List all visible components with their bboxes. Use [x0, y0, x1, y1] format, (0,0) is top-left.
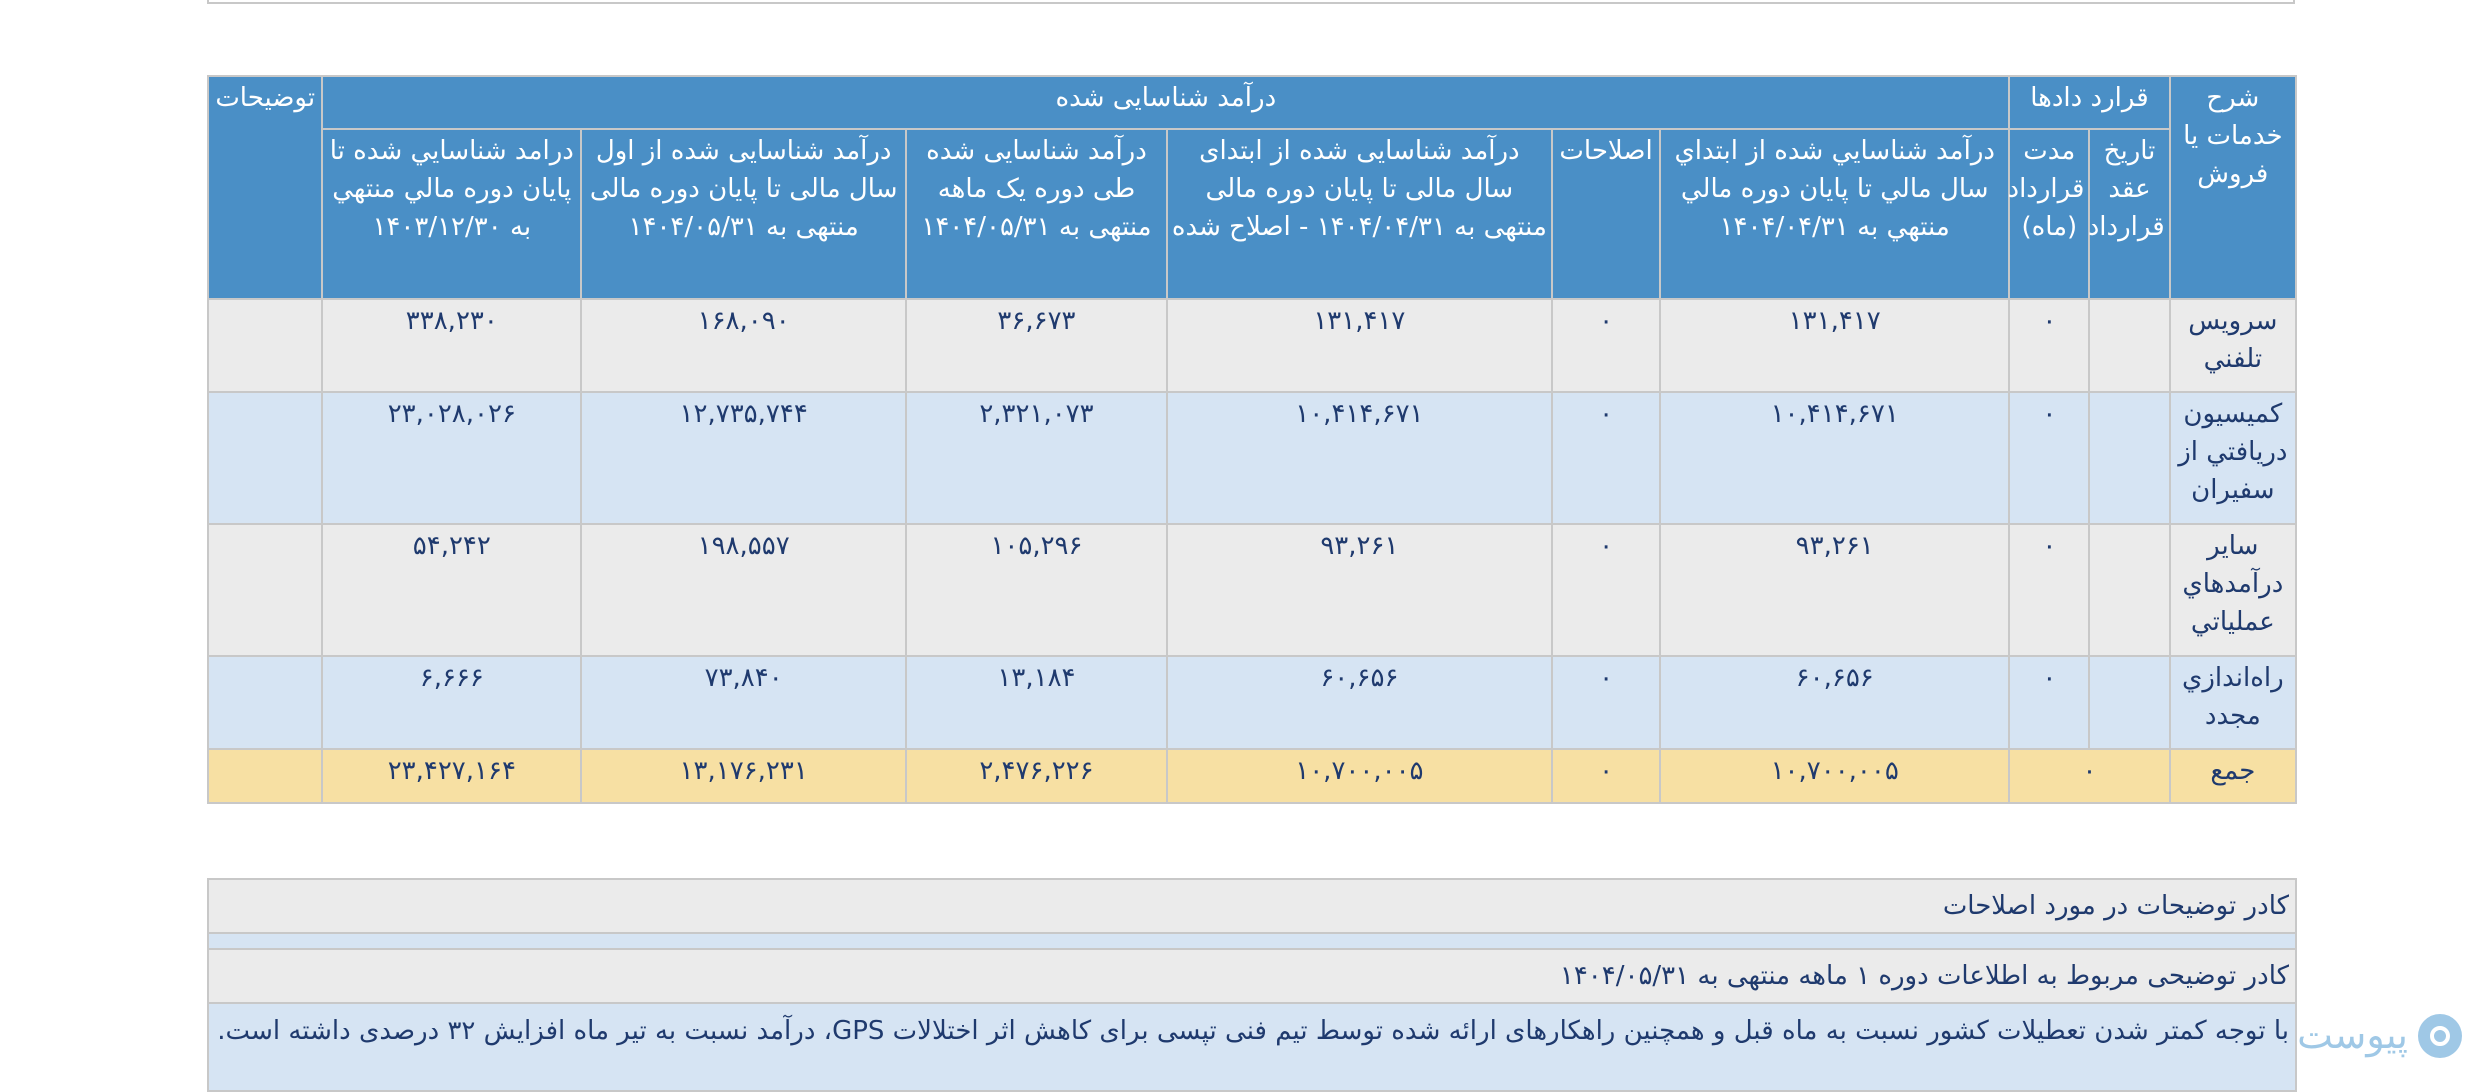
total-rev-1403: ۲۳,۴۲۷,۱۶۴	[322, 749, 581, 803]
row-rev-1403: ۵۴,۲۴۲	[322, 524, 581, 656]
row-contract-date	[2089, 299, 2169, 392]
row-rev-0431-adj: ۱۰,۴۱۴,۶۷۱	[1167, 392, 1552, 524]
row-rev-0431-adj: ۶۰,۶۵۶	[1167, 656, 1552, 749]
watermark-text: پیوست	[2297, 1013, 2408, 1057]
total-rev-0431-adj: ۱۰,۷۰۰,۰۰۵	[1167, 749, 1552, 803]
header-row-group	[208, 76, 2296, 129]
row-duration: ۰	[2009, 299, 2089, 392]
total-contract: ۰	[2009, 749, 2169, 803]
total-label: جمع	[2170, 749, 2296, 803]
row-desc: راه‌اندازي مجدد	[2170, 656, 2296, 749]
logo-circle-icon	[2418, 1014, 2462, 1058]
header-rev-one-month: درآمد شناسایی شده طی دوره یک ماهه منتهی به ۱۴۰۴/۰۵/۳۱	[906, 129, 1167, 299]
row-adjust: ۰	[1552, 524, 1660, 656]
row-one-month: ۲,۳۲۱,۰۷۳	[906, 392, 1167, 524]
header-contract-group: قرارد دادها	[2009, 76, 2169, 129]
row-rev-0431: ۹۳,۲۶۱	[1660, 524, 2009, 656]
row-notes	[208, 524, 322, 656]
row-one-month: ۱۳,۱۸۴	[906, 656, 1167, 749]
row-contract-date	[2089, 656, 2169, 749]
row-one-month: ۱۰۵,۲۹۶	[906, 524, 1167, 656]
total-row	[208, 749, 2296, 803]
row-rev-0531: ۱۲,۷۳۵,۷۴۴	[581, 392, 906, 524]
row-contract-date	[2089, 392, 2169, 524]
row-rev-0431: ۶۰,۶۵۶	[1660, 656, 2009, 749]
header-rev-to-0431: درآمد شناسايي شده از ابتداي سال مالي تا پايان دوره مالي منتهي به ۱۴۰۴/۰۴/۳۱	[1660, 129, 2009, 299]
row-adjust: ۰	[1552, 656, 1660, 749]
adjustments-notes-title: کادر توضیحات در مورد اصلاحات	[207, 878, 2297, 934]
table-row	[208, 524, 2296, 656]
table-row	[208, 392, 2296, 524]
row-duration: ۰	[2009, 524, 2089, 656]
row-duration: ۰	[2009, 656, 2089, 749]
total-rev-0431: ۱۰,۷۰۰,۰۰۵	[1660, 749, 2009, 803]
header-rev-to-0431-adjusted: درآمد شناسایی شده از ابتدای سال مالی تا پایان دوره مالی منتهی به ۱۴۰۴/۰۴/۳۱ - اصلاح شده	[1167, 129, 1552, 299]
row-rev-1403: ۲۳,۰۲۸,۰۲۶	[322, 392, 581, 524]
row-duration: ۰	[2009, 392, 2089, 524]
row-adjust: ۰	[1552, 392, 1660, 524]
row-desc: سرويس تلفني	[2170, 299, 2296, 392]
row-notes	[208, 656, 322, 749]
header-revenue-group: درآمد شناسایی شده	[322, 76, 2009, 129]
header-adjustments: اصلاحات	[1552, 129, 1660, 299]
total-rev-0531: ۱۳,۱۷۶,۲۳۱	[581, 749, 906, 803]
table-row	[208, 656, 2296, 749]
period-notes-text: با توجه کمتر شدن تعطیلات کشور نسبت به ماه قبل و همچنین راهکارهای ارائه شده توسط تیم فنی تپسی برای کاهش اثر اختلالات GPS، درآمد نسبت به تیر ماه افزایش ۳۲ درصدی داشته است.	[207, 1002, 2297, 1092]
row-rev-0431: ۱۰,۴۱۴,۶۷۱	[1660, 392, 2009, 524]
row-desc: ساير درآمدهاي عملياتي	[2170, 524, 2296, 656]
row-rev-0531: ۱۶۸,۰۹۰	[581, 299, 906, 392]
header-contract-duration: مدت قرارداد (ماه)	[2009, 129, 2089, 299]
row-notes	[208, 299, 322, 392]
table-row	[208, 299, 2296, 392]
total-notes	[208, 749, 322, 803]
row-one-month: ۳۶,۶۷۳	[906, 299, 1167, 392]
watermark-logo	[2212, 1006, 2468, 1066]
row-adjust: ۰	[1552, 299, 1660, 392]
header-row-sub	[208, 129, 2296, 299]
total-adjust: ۰	[1552, 749, 1660, 803]
row-contract-date	[2089, 524, 2169, 656]
row-desc: كميسيون دريافتي از سفيران	[2170, 392, 2296, 524]
header-rev-to-0531: درآمد شناسایی شده از اول سال مالی تا پایان دوره مالی منتهی به ۱۴۰۴/۰۵/۳۱	[581, 129, 906, 299]
row-rev-1403: ۶,۶۶۶	[322, 656, 581, 749]
header-contract-date: تاریخ عقد قرارداد	[2089, 129, 2169, 299]
row-rev-0531: ۷۳,۸۴۰	[581, 656, 906, 749]
row-notes	[208, 392, 322, 524]
total-one-month: ۲,۴۷۶,۲۲۶	[906, 749, 1167, 803]
header-notes: توضیحات	[208, 76, 322, 299]
previous-table-bottom	[207, 0, 2295, 4]
row-rev-0431: ۱۳۱,۴۱۷	[1660, 299, 2009, 392]
row-rev-0431-adj: ۱۳۱,۴۱۷	[1167, 299, 1552, 392]
header-rev-to-1403: درامد شناسايي شده تا پايان دوره مالي منتهي به ۱۴۰۳/۱۲/۳۰	[322, 129, 581, 299]
revenue-table	[207, 75, 2297, 804]
header-desc: شرح خدمات یا فروش	[2170, 76, 2296, 299]
row-rev-0431-adj: ۹۳,۲۶۱	[1167, 524, 1552, 656]
period-notes-title: کادر توضیحی مربوط به اطلاعات دوره ۱ ماهه منتهی به ۱۴۰۴/۰۵/۳۱	[207, 948, 2297, 1004]
row-rev-0531: ۱۹۸,۵۵۷	[581, 524, 906, 656]
row-rev-1403: ۳۳۸,۲۳۰	[322, 299, 581, 392]
